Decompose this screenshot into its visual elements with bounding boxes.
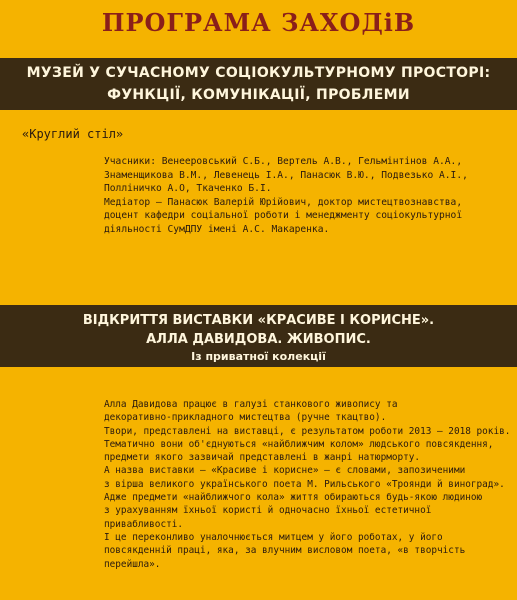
moderator-line: Медіатор – Панасюк Валерій Юрійович, доктор мистецтвознавства, (104, 196, 463, 208)
page-title: ПРОГРАМА ЗАХОДіВ (101, 8, 416, 37)
description-line: з урахуванням їхньої користі й одночасно їхньої естетичної привабливості. (104, 505, 432, 530)
exhibition-description (104, 398, 514, 571)
participants-line: Знаменщикова В.М., Левенець І.А., Панасюк В.Ю., Подвезько А.І., (104, 169, 468, 181)
description-line: предмети якого зазвичай представлені в жанрі натюрморту. (104, 452, 421, 464)
participants-line: Полліничко А.О, Ткаченко Б.І. (104, 183, 272, 195)
participants-line: Учасники: Венееровський С.Б., Вертель А.В., Гельмінтінов А.А., (104, 156, 463, 167)
description-line: Алла Давидова працює в галузі станкового живопису та (104, 399, 398, 410)
description-line: повсякденній праці, яка, за влучним висловом поета, «в творчість перейшла». (104, 545, 466, 570)
section2-subheading: Із приватної колекції (191, 350, 326, 363)
description-line: декоративно-прикладного мистецтва (ручне ткацтво). (104, 412, 387, 424)
event-format-label: «Круглий стіл» (22, 127, 124, 141)
description-line: Адже предмети «найближчого кола» життя обираються будь-якою людиною (104, 492, 483, 504)
section2-heading-line2: АЛЛА ДАВИДОВА. ЖИВОПИС. (146, 332, 371, 347)
section2-heading-line1: ВІДКРИТТЯ ВИСТАВКИ «КРАСИВЕ І КОРИСНЕ». (82, 313, 435, 328)
description-line: з вірша великого українського поета М. Рильського «Троянди й виноград». (104, 478, 505, 490)
moderator-line: доцент кафедри соціальної роботи і менеджменту соціокультурної (104, 210, 463, 222)
description-line: Твори, представлені на виставці, є результатом роботи 2013 – 2018 років. (104, 425, 511, 437)
description-line: Тематично вони об'єднуються «найближчим колом» людського повсякдення, (104, 438, 494, 450)
description-line: А назва виставки – «Красиве і корисне» – є словами, запозиченими (104, 465, 466, 477)
section1-heading-line2: ФУНКЦІЇ, КОМУНІКАЦІЇ, ПРОБЛЕМИ (107, 87, 410, 103)
section1-heading-band (0, 58, 517, 110)
moderator-line: діяльності СумДПУ імені А.С. Макаренка. (104, 223, 330, 235)
participants-block (104, 155, 509, 237)
section1-heading-line1: МУЗЕЙ У СУЧАСНОМУ СОЦІОКУЛЬТУРНОМУ ПРОСТОРІ: (26, 65, 491, 81)
section2-heading-band (0, 305, 517, 367)
description-line: І це переконливо уналочнюється митцем у його роботах, у його (104, 531, 443, 543)
